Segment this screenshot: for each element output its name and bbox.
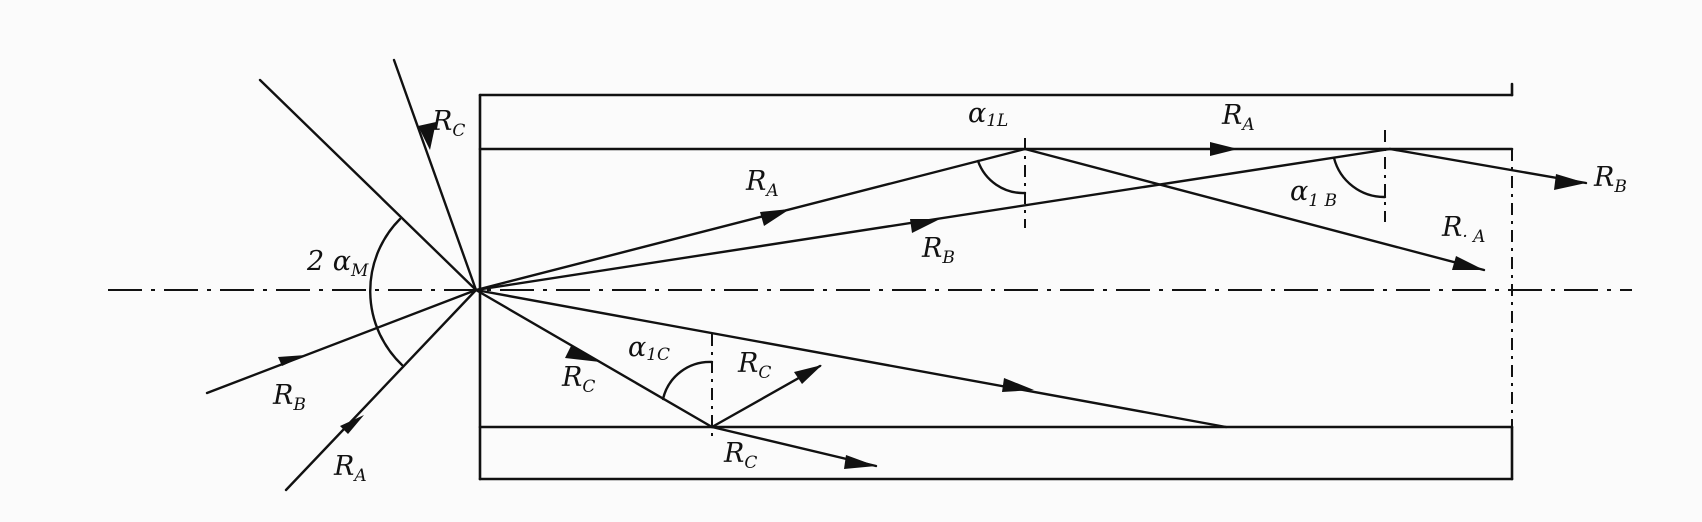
arrow-rb-in <box>278 355 306 366</box>
label-alpha1b: $\alpha_{1 B}$ <box>1290 176 1337 211</box>
label-2alpha-m: 2 $\alpha_M$ <box>307 246 369 281</box>
cone-boundary-lower-ra <box>286 290 476 490</box>
arc-alpha1l <box>978 161 1025 193</box>
cone-angle-arc <box>370 219 402 365</box>
label-rc-top: $R_C$ <box>432 106 466 141</box>
ray-rb-incoming <box>207 290 476 393</box>
arrow-rc-lower <box>565 346 600 362</box>
ray-rc-incoming <box>394 60 476 290</box>
arrow-long-lower <box>1002 378 1034 392</box>
arrow-rb-far-right <box>1554 174 1586 190</box>
label-ra-upper: $R_A$ <box>746 166 779 201</box>
label-ra-left: $R_A$ <box>334 451 367 486</box>
label-rb-far-right: $R_B$ <box>1594 162 1627 197</box>
label-rc-reflect: $R_C$ <box>738 348 772 383</box>
label-rc-lower: $R_C$ <box>562 362 596 397</box>
arrow-ra-in <box>340 415 364 434</box>
arc-alpha1b <box>1334 158 1385 197</box>
label-rb-left: $R_B$ <box>273 380 306 415</box>
arrow-rb-upper <box>910 219 940 233</box>
arrow-ra-right <box>1452 256 1484 270</box>
arc-alpha1c <box>663 362 712 399</box>
label-ra-right: $R_{\cdot A}$ <box>1442 212 1486 247</box>
label-alpha1l: α1L <box>968 98 1009 131</box>
label-ra-top-right: $R_A$ <box>1222 100 1255 135</box>
arrow-rc-reflect <box>794 365 822 384</box>
label-rc-bottom: $R_C$ <box>724 438 758 473</box>
label-alpha1c: α1C <box>628 332 671 365</box>
ray-ra-reflected <box>1025 149 1484 270</box>
arrow-ra-upper <box>760 209 790 226</box>
label-rb-upper: $R_B$ <box>922 233 955 268</box>
arrow-ra-top <box>1210 142 1238 156</box>
arrow-rc-bottom <box>844 455 876 469</box>
